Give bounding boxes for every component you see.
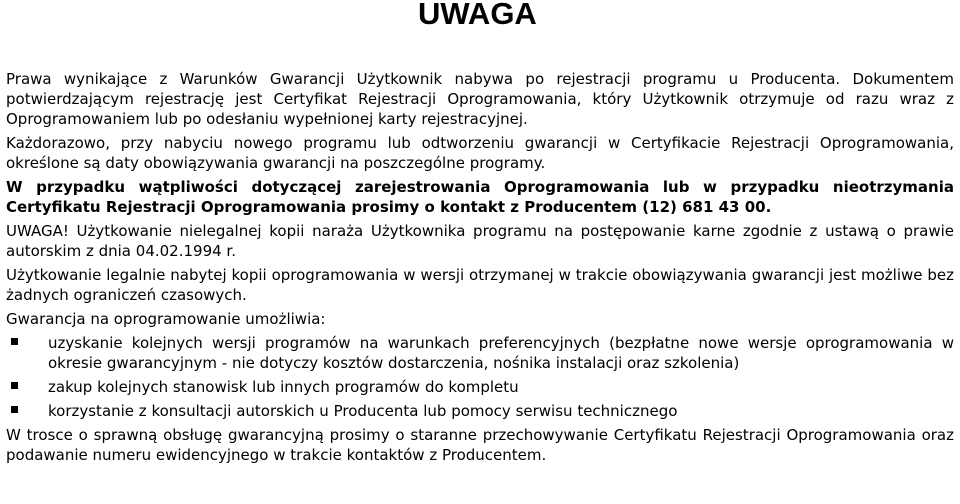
- paragraph-registration: Prawa wynikające z Warunków Gwarancji Użytkownik nabywa po rejestracji programu u Producenta. Dokumentem potwierdzającym rejestrację jest Certyfikat Rejestracji Oprogramowania, który Użytkownik otrzymuje od razu wraz z Oprogramowaniem lub po odesłaniu wypełnionej karty rejestracyjnej.: [6, 70, 954, 128]
- list-item: [6, 333, 954, 373]
- square-bullet-icon: [11, 338, 18, 345]
- paragraph-warranty-intro: Gwarancja na oprogramowanie umożliwia:: [6, 310, 326, 328]
- list-item-text: zakup kolejnych stanowisk lub innych programów do kompletu: [48, 378, 519, 396]
- square-bullet-icon: [11, 382, 18, 389]
- paragraph-license-use: Użytkowanie legalnie nabytej kopii oprogramowania w wersji otrzymanej w trakcie obowiązywania gwarancji jest możliwe bez żadnych ograniczeń czasowych.: [6, 266, 954, 304]
- paragraph-legal-warning: UWAGA! Użytkowanie nielegalnej kopii naraża Użytkownika programu na postępowanie karne zgodnie z ustawą o prawie autorskim z dnia 04.02.1994 r.: [6, 222, 954, 260]
- list-item: [6, 377, 954, 397]
- document-body: [6, 69, 954, 471]
- paragraph-certificate-care: W trosce o sprawną obsługę gwarancyjną prosimy o staranne przechowywanie Certyfikatu Rejestracji Oprogramowania oraz podawanie numeru ewidencyjnego w trakcie kontaktów z Producentem.: [6, 426, 954, 464]
- paragraph-warranty-dates: Każdorazowo, przy nabyciu nowego programu lub odtworzeniu gwarancji w Certyfikacie Rejestracji Oprogramowania, określone są daty obowiązywania gwarancji na poszczególne programy.: [6, 134, 954, 172]
- warranty-benefits-list: [6, 333, 954, 421]
- square-bullet-icon: [11, 406, 18, 413]
- list-item: [6, 401, 954, 421]
- list-item-text: uzyskanie kolejnych wersji programów na warunkach preferencyjnych (bezpłatne nowe wersje oprogramowania w okresie gwarancyjnym - nie dotyczy kosztów dostarczenia, nośnika instalacji oraz szkolenia): [48, 334, 954, 372]
- list-item-text: korzystanie z konsultacji autorskich u Producenta lub pomocy serwisu technicznego: [48, 402, 678, 420]
- page-title: UWAGA: [418, 0, 537, 31]
- paragraph-contact-notice: W przypadku wątpliwości dotyczącej zarejestrowania Oprogramowania lub w przypadku nieotrzymania Certyfikatu Rejestracji Oprogramowania prosimy o kontakt z Producentem (12) 681 43 00.: [6, 178, 954, 216]
